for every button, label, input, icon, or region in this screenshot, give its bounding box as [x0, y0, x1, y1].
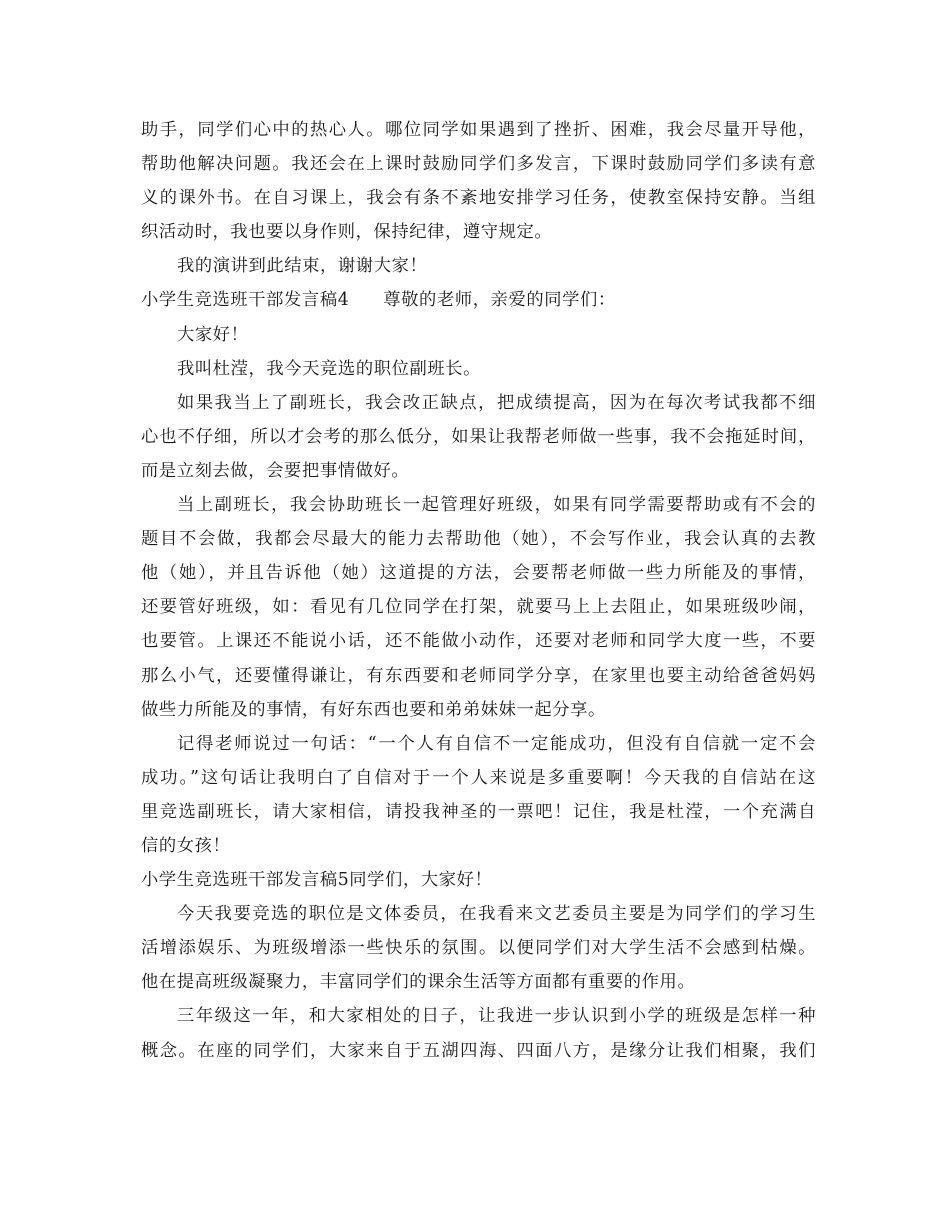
paragraph-line: 助手，同学们心中的热心人。哪位同学如果遇到了挫折、困难，我会尽量开导他，	[141, 120, 816, 140]
speech-heading: 小学生竞选班干部发言稿4	[141, 290, 350, 311]
paragraph-line: 还要管好班级，如：看见有几位同学在打架，就要马上上去阻止，如果班级吵闹，	[141, 597, 816, 618]
paragraph-line: 活增添娱乐、为班级增添一些快乐的氛围。以便同学们对大学生活不会感到枯燥。	[141, 938, 816, 959]
paragraph-line: 记得老师说过一句话：“一个人有自信不一定能成功，但没有自信就一定不会	[177, 733, 816, 754]
paragraph-line: 心也不仔细，所以才会考的那么低分，如果让我帮老师做一些事，我不会拖延时间，	[141, 426, 816, 447]
paragraph-line: 帮助他解决问题。我还会在上课时鼓励同学们多发言，下课时鼓励同学们多读有意	[141, 154, 816, 175]
paragraph-line: 如果我当上了副班长，我会改正缺点，把成绩提高，因为在每次考试我都不细	[177, 392, 816, 413]
paragraph-line: 做些力所能及的事情，有好东西也要和弟弟妹妹一起分享。	[141, 699, 606, 720]
speech-heading: 小学生竞选班干部发言稿5	[141, 870, 350, 891]
paragraph-line: 织活动时，我也要以身作则，保持纪律，遵守规定。	[141, 222, 553, 243]
paragraph-line: 概念。在座的同学们，大家来自于五湖四海、四面八方，是缘分让我们相聚，我们	[141, 1040, 816, 1061]
paragraph-line: 今天我要竞选的职位是文体委员，在我看来文艺委员主要是为同学们的学习生	[177, 904, 816, 925]
paragraph-line: 当上副班长，我会协助班长一起管理好班级，如果有同学需要帮助或有不会的	[177, 495, 816, 516]
paragraph-line: 里竞选副班长，请大家相信，请投我神圣的一票吧！记住，我是杜滢，一个充满自	[141, 801, 816, 822]
paragraph-line: 义的课外书。在自习课上，我会有条不紊地安排学习任务，使教室保持安静。当组	[141, 188, 816, 209]
paragraph-line: 而是立刻去做，会要把事情做好。	[141, 460, 410, 481]
paragraph-line: 信的女孩！	[141, 835, 231, 856]
paragraph-line: 三年级这一年，和大家相处的日子，让我进一步认识到小学的班级是怎样一种	[177, 1006, 816, 1027]
salutation: 同学们，大家好！	[349, 870, 493, 891]
paragraph-line: 也要管。上课还不能说小话，还不能做小动作，还要对老师和同学大度一些，不要	[141, 631, 816, 652]
introduction-line: 我叫杜滢，我今天竞选的职位副班长。	[177, 358, 481, 379]
paragraph-line: 他（她），并且告诉他（她）这道提的方法，会要帮老师做一些力所能及的事情，	[141, 563, 816, 584]
paragraph-line: 题目不会做，我都会尽最大的能力去帮助他（她），不会写作业，我会认真的去教	[141, 529, 816, 550]
closing-line: 我的演讲到此结束，谢谢大家！	[177, 256, 428, 277]
greeting-line: 大家好！	[177, 324, 249, 345]
paragraph-line: 他在提高班级凝聚力，丰富同学们的课余生活等方面都有重要的作用。	[141, 972, 696, 993]
paragraph-line: 那么小气，还要懂得谦让，有东西要和老师同学分享，在家里也要主动给爸爸妈妈	[141, 665, 816, 686]
paragraph-line: 成功。”这句话让我明白了自信对于一个人来说是多重要啊！今天我的自信站在这	[141, 767, 816, 788]
document-body	[141, 113, 816, 1068]
speech-heading-row	[141, 283, 816, 317]
salutation: 尊敬的老师，亲爱的同学们：	[383, 290, 616, 311]
speech-heading-row	[141, 863, 816, 897]
